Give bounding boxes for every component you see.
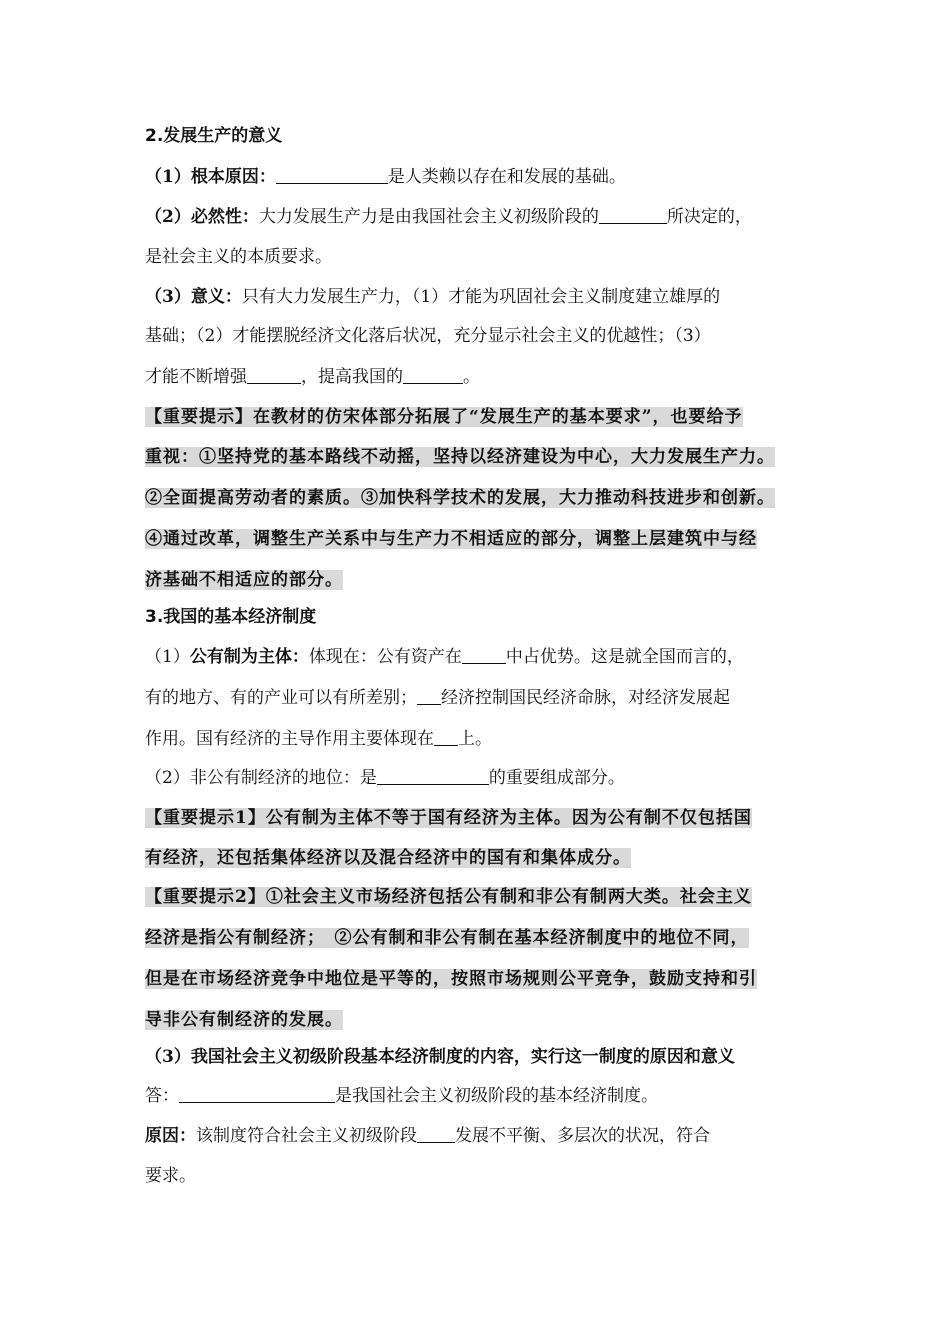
tip3-line2 xyxy=(145,926,749,950)
s3-p2 xyxy=(145,766,625,790)
fill-blank xyxy=(403,366,463,384)
tip3-text: 【重要提示2】①社会主义市场经济包括公有制和非公有制两大类。社会主义 xyxy=(145,887,752,907)
fill-blank xyxy=(462,646,506,664)
answer-tail: 是我国社会主义初级阶段的基本经济制度。 xyxy=(335,1086,658,1106)
fill-blank xyxy=(417,1125,455,1143)
reason-label: 原因： xyxy=(145,1126,196,1146)
s2-p3-line3-a: 才能不断增强 xyxy=(145,367,247,387)
tip2-line1 xyxy=(145,806,752,830)
reason-text: 该制度符合社会主义初级阶段 xyxy=(196,1126,417,1146)
fill-blank xyxy=(247,366,301,384)
s2-p3-line3-b: ，提高我国的 xyxy=(301,367,403,387)
reason-line2: 要求。 xyxy=(145,1166,196,1186)
s3-p1-label: 公有制为主体： xyxy=(189,647,309,667)
s3-p1-num: （1） xyxy=(145,647,190,667)
tip3-line1 xyxy=(145,885,752,909)
reason-tail: 发展不平衡、多层次的状况，符合 xyxy=(455,1126,710,1146)
tip1-line3 xyxy=(145,486,775,510)
s2-p2 xyxy=(145,205,752,229)
tip2-line2 xyxy=(145,846,631,870)
s3-p1-line3-b: 上。 xyxy=(458,729,492,749)
s3-p2-tail: 的重要组成部分。 xyxy=(488,768,625,788)
tip1-line1 xyxy=(145,405,743,429)
s2-p3-text: 只有大力发展生产力，（1）才能为巩固社会主义制度建立雄厚的 xyxy=(241,287,721,307)
s2-p1-tail: 是人类赖以存在和发展的基础。 xyxy=(387,167,626,187)
s3-p1-line3 xyxy=(145,727,492,751)
fill-blank xyxy=(599,206,667,224)
tip1-line4 xyxy=(145,527,757,551)
s3-p1-line3-a: 作用。国有经济的主导作用主要体现在 xyxy=(145,729,434,749)
tip3-line3 xyxy=(145,967,757,991)
s2-p3-line2: 基础；（2）才能摆脱经济文化落后状况，充分显示社会主义的优越性；（3） xyxy=(145,326,711,346)
s3-p1-line2-b: 经济控制国民经济命脉，对经济发展起 xyxy=(441,688,730,708)
tip3-text: 导非公有制经济的发展。 xyxy=(145,1010,343,1030)
section-3-title: 3.我国的基本经济制度 xyxy=(145,607,317,627)
s3-p1-text: 体现在：公有资产在 xyxy=(308,647,462,667)
answer-line xyxy=(145,1084,658,1108)
s2-p3-line3 xyxy=(145,365,480,389)
tip1-line5 xyxy=(145,568,343,592)
s2-p2-label: （2）必然性： xyxy=(145,207,259,227)
s2-p2-line2: 是社会主义的本质要求。 xyxy=(145,247,332,267)
fill-blank xyxy=(276,166,388,184)
s2-p3 xyxy=(145,285,720,309)
tip1-text: ②全面提高劳动者的素质。③加快科学技术的发展，大力推动科技进步和创新。 xyxy=(145,488,775,508)
s3-p2-text: 非公有制经济的地位：是 xyxy=(189,768,377,788)
s2-p3-label: （3）意义： xyxy=(145,287,242,307)
s2-p1 xyxy=(145,165,626,189)
fill-blank xyxy=(434,728,458,746)
tip1-text: 济基础不相适应的部分。 xyxy=(145,570,343,590)
tip2-text: 【重要提示1】公有制为主体不等于国有经济为主体。因为公有制不仅包括国 xyxy=(145,808,752,828)
s2-p3-line3-c: 。 xyxy=(463,367,480,387)
fill-blank xyxy=(179,1085,335,1103)
tip3-line4 xyxy=(145,1008,343,1032)
answer-label: 答： xyxy=(145,1086,179,1106)
s3-p1-line2 xyxy=(145,686,730,710)
s2-p2-text: 大力发展生产力是由我国社会主义初级阶段的 xyxy=(258,207,599,227)
fill-blank xyxy=(417,687,441,705)
tip3-text: 但是在市场经济竞争中地位是平等的，按照市场规则公平竞争，鼓励支持和引 xyxy=(145,969,757,989)
section-2-title: 2.发展生产的意义 xyxy=(145,126,283,146)
s3-p3-title: （3）我国社会主义初级阶段基本经济制度的内容，实行这一制度的原因和意义 xyxy=(145,1047,735,1067)
s3-p1 xyxy=(145,645,744,669)
s3-p1-tail: 中占优势。这是就全国而言的， xyxy=(505,647,744,667)
s2-p1-label: （1）根本原因： xyxy=(145,167,276,187)
reason-line xyxy=(145,1124,710,1148)
tip2-text: 有经济，还包括集体经济以及混合经济中的国有和集体成分。 xyxy=(145,848,631,868)
s3-p2-num: （2） xyxy=(145,768,190,788)
tip1-text: 重视：①坚持党的基本路线不动摇，坚持以经济建设为中心，大力发展生产力。 xyxy=(145,447,775,467)
s2-p2-tail: 所决定的， xyxy=(666,207,752,227)
tip1-text: 【重要提示】在教材的仿宋体部分拓展了“发展生产的基本要求”，也要给予 xyxy=(145,407,743,427)
tip3-text: 经济是指公有制经济； ②公有制和非公有制在基本经济制度中的地位不同， xyxy=(145,928,749,948)
fill-blank xyxy=(377,767,489,785)
tip1-line2 xyxy=(145,445,775,469)
s3-p1-line2-a: 有的地方、有的产业可以有所差别； xyxy=(145,688,417,708)
tip1-text: ④通过改革，调整生产关系中与生产力不相适应的部分，调整上层建筑中与经 xyxy=(145,529,757,549)
